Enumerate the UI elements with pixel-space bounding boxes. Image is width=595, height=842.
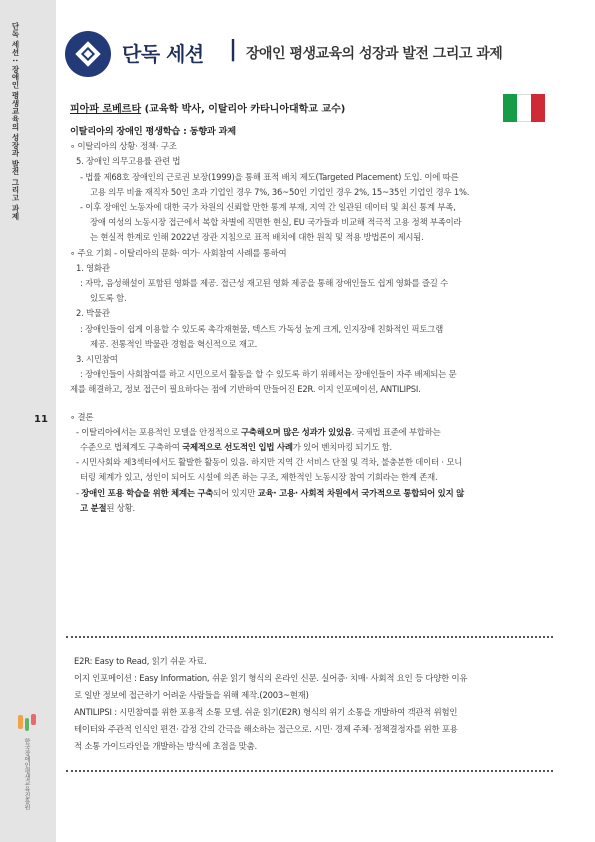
footnote-line: 이지 인포메이션 : Easy Information, 쉬운 읽기 형식의 온라인 신문. 실어증· 치매· 사회적 요인 등 다양한 이유 — [74, 673, 468, 683]
title-separator: | — [229, 37, 238, 62]
text-line: - 시민사회와 제3섹터에서도 활발한 활동이 있음. 하지만 지역 간 서비스 단절 및 격차, 불충분한 데이터 · 모니 — [76, 457, 463, 468]
text-line: - 장애인 포용 학습을 위한 체계는 구축되어 있지만 교육· 고용· 사회적 차원에서 국가적으로 통합되어 있지 않 — [76, 487, 465, 498]
text-line: ∘ 주요 기회 - 이탈리아의 문화· 여가· 사회참여 사례를 통하여 — [70, 247, 287, 258]
text-line: 5. 장애인 의무고용률 관련 법 — [76, 156, 181, 167]
text-line: 장애 여성의 노동시장 접근에서 복합 차별에 직면한 현실, EU 국가들과 비교해 적극적 고용 정책 부족이라 — [90, 217, 462, 228]
text-line: 는 현실적 한계로 인해 2022년 장관 지침으로 표적 배치에 대한 원칙 및 적용 방법론이 제시됨. — [90, 232, 424, 243]
main-content — [70, 124, 550, 516]
text-line: ∘ 이탈리아의 상황· 정책· 구조 — [70, 141, 177, 152]
text-line: 2. 박물관 — [76, 308, 110, 319]
footnote-line: E2R: Easy to Read, 읽기 쉬운 자료. — [74, 656, 207, 666]
text-line: ∘ 결론 — [70, 411, 94, 422]
page-number: 11 — [34, 414, 48, 425]
text-line: 1. 영화관 — [76, 262, 110, 273]
text-line: 3. 시민참여 — [76, 354, 118, 365]
text-line: - 이탈리아에서는 포용적인 모델을 안정적으로 구축해오며 많은 성과가 있었음. 국제법 표준에 부합하는 — [76, 426, 441, 437]
text-line: : 장애인들이 사회참여를 하고 시민으로서 활동을 할 수 있도록 하기 위해서는 장애인들이 자주 배제되는 문 — [80, 369, 457, 380]
sidebar — [0, 0, 56, 842]
text-line: 고 분절된 상황. — [80, 502, 135, 513]
session-label: 단독 세션 — [122, 42, 204, 66]
text-line: 제공. 전통적인 박물관 경험을 혁신적으로 재고. — [90, 338, 258, 349]
text-line: - 법률 제68호 장애인의 근로권 보장(1999)을 통해 표적 배치 제도(Targeted Placement) 도입. 이에 따른 — [80, 171, 459, 182]
organization-logo-icon — [16, 712, 38, 734]
speaker-line — [70, 100, 345, 115]
text-line: : 장애인들이 쉽게 이용할 수 있도록 촉각재현물, 텍스트 가독성 높게 크게, 인지장애 친화적인 픽토그램 — [80, 323, 444, 334]
footnote-line: 적 소통 가이드라인을 개발하는 방식에 초점을 맞춤. — [74, 741, 257, 751]
sidebar-title: 단독 세션 : 장애인 평생교육의 성장과 발전 그리고 과제 — [11, 22, 20, 221]
organization-name: 한국장애인평생교육진흥원 — [23, 738, 30, 810]
text-line: 터링 체계가 있고, 성인이 되어도 시설에 의존 하는 구조, 제한적인 노동시장 참여 기회라는 한계 존재. — [80, 472, 438, 483]
speaker-name: 피아파 로베르타 — [70, 104, 142, 115]
text-line: : 자막, 음성해설이 포함된 영화를 제공. 접근성 재고된 영화 제공을 통해 장애인들도 쉽게 영화를 즐길 수 — [80, 278, 448, 289]
footnotes — [74, 653, 552, 755]
text-line: 수준으로 법체계도 구축하여 국제적으로 선도적인 입법 사례가 있어 벤치마킹 되기도 함. — [80, 442, 392, 453]
page-title: 장애인 평생교육의 성장과 발전 그리고 과제 — [246, 46, 503, 62]
text-line: 고용 의무 비율 재직자 50인 초과 기업인 경우 7%, 36~50인 기업인 경우 2%, 15~35인 기업인 경우 1%. — [90, 186, 470, 197]
text-line: 있도록 함. — [90, 293, 127, 304]
page-header — [56, 23, 595, 83]
footnote-divider-bottom — [66, 770, 553, 772]
session-badge-icon — [65, 31, 111, 77]
text-line: - 이후 장애인 노동자에 대한 국가 차원의 신뢰할 만한 통계 부재, 지역 간 일관된 데이터 및 최신 통계 부족, — [80, 202, 456, 213]
footnote-line: 테이터와 주관적 인식인 편견· 감정 간의 간극을 해소하는 접근으로. 시민· 경제 주체· 정책결정자를 위한 포용 — [74, 724, 458, 734]
section-heading: 이탈리아의 장애인 평생학습 : 동향과 과제 — [70, 126, 236, 137]
text-line: 제를 해결하고, 정보 접근이 필요하다는 점에 기반하여 만들어진 E2R. 이지 인포메이션, ANTILIPSI. — [70, 384, 421, 395]
italy-flag-icon — [503, 94, 545, 122]
footnote-line: 로 일반 정보에 접근하기 어려운 사람들을 위해 제작.(2003~현재) — [74, 690, 309, 700]
speaker-affiliation: (교육학 박사, 이탈리아 카타니아대학교 교수) — [141, 104, 346, 115]
footnote-line: ANTILIPSI : 시민참여를 위한 포용적 소통 모델. 쉬운 읽기(E2R) 형식의 위기 소통을 개발하여 객관적 위험인 — [74, 707, 458, 717]
footnote-divider-top — [66, 636, 553, 638]
